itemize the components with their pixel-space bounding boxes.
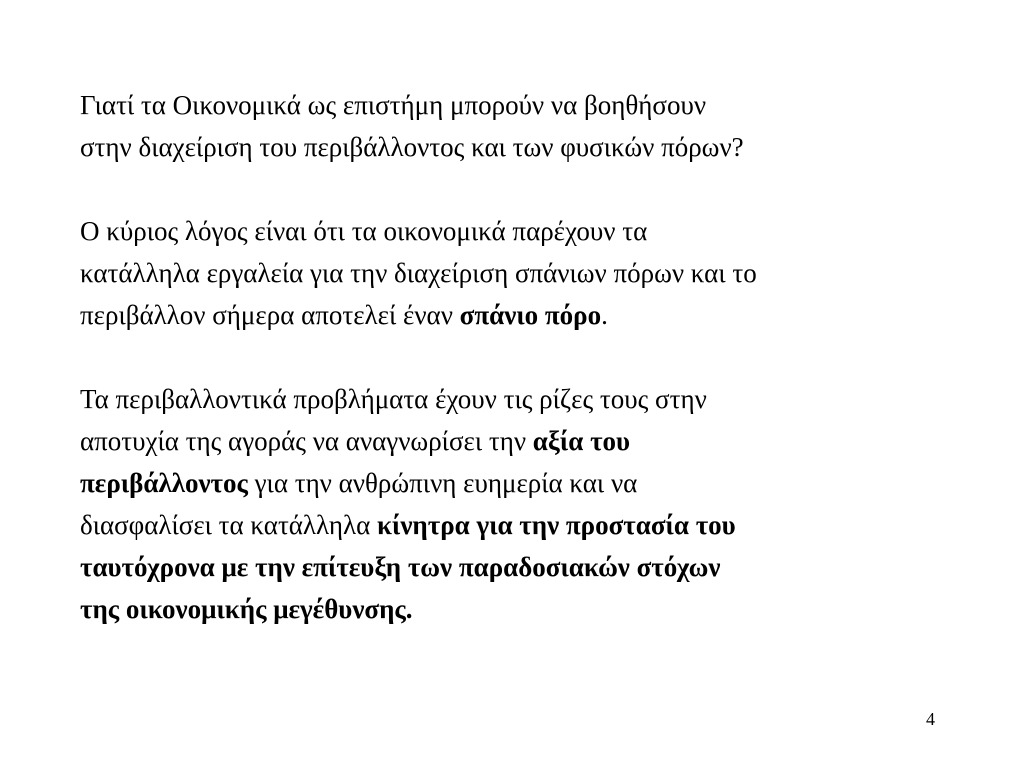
incentives-emphasis-part-2: ταυτόχρονα με την επίτευξη των παραδοσιακών στόχων	[80, 552, 721, 582]
reason-line-1: Ο κύριος λόγος είναι ότι τα οικονομικά παρέχουν τα	[80, 216, 648, 246]
reason-line-2: κατάλληλα εργαλεία για την διαχείριση σπάνιων πόρων και το	[80, 258, 757, 288]
reason-line-3-end: .	[601, 300, 608, 330]
problems-line-1: Τα περιβαλλοντικά προβλήματα έχουν τις ρίζες τους στην	[80, 384, 707, 414]
scarce-resource-emphasis: σπάνιο πόρο	[459, 300, 602, 330]
slide-content	[80, 84, 960, 630]
incentives-emphasis-part-3: της οικονομικής μεγέθυνσης.	[80, 594, 413, 624]
reason-line-3-text: περιβάλλον σήμερα αποτελεί έναν	[80, 300, 460, 330]
incentives-emphasis-part-1: κίνητρα για την προστασία του	[377, 510, 736, 540]
problems-line-2-text: αποτυχία της αγοράς να αναγνωρίσει την	[80, 426, 533, 456]
paragraph-question	[80, 84, 960, 168]
problems-line-4-text: διασφαλίσει τα κατάλληλα	[80, 510, 377, 540]
page-number: 4	[926, 709, 935, 729]
problems-line-3-text: για την ανθρώπινη ευημερία και να	[247, 468, 638, 498]
value-of-environment-emphasis-part-2: περιβάλλοντος	[80, 468, 248, 498]
question-line-1: Γιατί τα Οικονομικά ως επιστήμη μπορούν να βοηθήσουν	[80, 90, 707, 120]
paragraph-environmental-problems	[80, 378, 960, 630]
value-of-environment-emphasis-part-1: αξία του	[532, 426, 631, 456]
question-line-2: στην διαχείριση του περιβάλλοντος και των φυσικών πόρων?	[80, 132, 744, 162]
paragraph-main-reason	[80, 210, 960, 336]
